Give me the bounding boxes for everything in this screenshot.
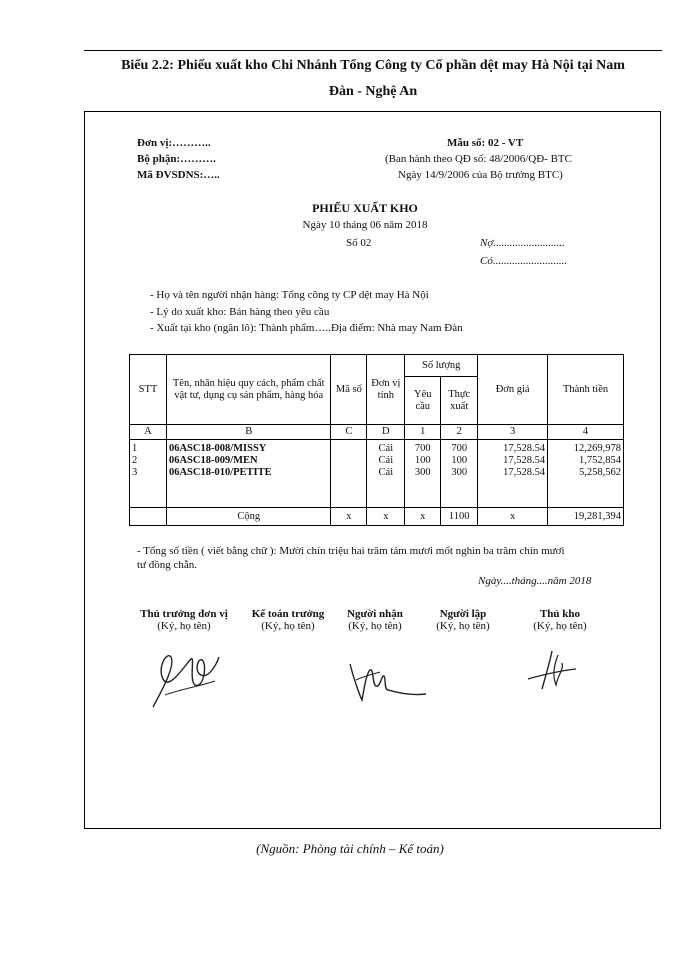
- total-requested: x: [405, 508, 441, 526]
- total-row: [130, 508, 624, 526]
- ban-hanh: (Ban hành theo QĐ số: 48/2006/QĐ- BTC: [385, 153, 572, 165]
- recipient-line: - Họ và tên người nhận hàng: Tổng công ty CP dệt may Hà Nội: [150, 289, 429, 301]
- heading-line-2: Đàn - Nghệ An: [328, 84, 418, 99]
- row-requested: 300: [414, 467, 431, 478]
- total-label: Cộng: [166, 508, 331, 526]
- signature-block-director: [129, 608, 239, 632]
- row-price: 17,528.54: [503, 455, 546, 466]
- handwritten-signature-director: [145, 645, 225, 715]
- ma-so-column: [331, 440, 367, 508]
- code-cell: 1: [405, 425, 441, 440]
- total-stt: [130, 508, 167, 526]
- handwritten-signature-receiver: [340, 650, 430, 710]
- signature-note: (Ký, họ tên): [436, 620, 490, 632]
- row-stt: 2: [132, 455, 138, 466]
- actual-column: [441, 440, 478, 508]
- row-unit: Cái: [378, 455, 394, 466]
- heading-rule: [84, 50, 662, 51]
- header-name: Tên, nhãn hiệu quy cách, phẩm chất vật tư, dụng cụ sản phẩm, hàng hóa: [166, 355, 331, 425]
- form-date: Ngày 10 tháng 06 năm 2018: [302, 219, 428, 231]
- signature-role: Người lập: [439, 608, 487, 620]
- header-actual: Thực xuất: [441, 377, 478, 425]
- signature-role: Thủ trưởng đơn vị: [140, 608, 228, 620]
- code-cell: 3: [478, 425, 548, 440]
- header-price: Đơn giá: [478, 355, 548, 425]
- form-number: Số 02: [346, 237, 372, 249]
- mau-so: Mẫu số: 02 - VT: [447, 137, 524, 149]
- header-amount: Thành tiền: [548, 355, 624, 425]
- bo-phan: Bộ phận:……….: [137, 153, 216, 165]
- table-body-row: [130, 440, 624, 508]
- requested-column: [405, 440, 441, 508]
- heading-line-1: Biểu 2.2: Phiếu xuất kho Chi Nhánh Tổng Công ty Cổ phần dệt may Hà Nội tại Nam: [121, 58, 625, 73]
- name-column: [166, 440, 331, 508]
- row-amount: 12,269,978: [573, 443, 621, 454]
- header-quantity: Số lượng: [405, 355, 478, 377]
- row-price: 17,528.54: [503, 467, 546, 478]
- row-actual: 700: [451, 443, 468, 454]
- total-actual: 1100: [441, 508, 478, 526]
- header-ma-so: Mã số: [331, 355, 367, 425]
- amount-words-line-1: - Tổng số tiền ( viết bằng chữ ): Mười chín triệu hai trăm tám mươi mốt nghìn ba trăm chín mươi: [137, 545, 565, 557]
- code-cell: C: [331, 425, 367, 440]
- signature-note: (Ký, họ tên): [261, 620, 315, 632]
- header-stt: STT: [130, 355, 167, 425]
- total-price: x: [478, 508, 548, 526]
- credit-account: Có...........................: [480, 255, 568, 267]
- figure-heading: [60, 53, 686, 105]
- row-price: 17,528.54: [503, 443, 546, 454]
- amount-words-line-2: tư đồng chẵn.: [137, 559, 198, 571]
- signature-role: Người nhận: [347, 608, 403, 620]
- row-actual: 100: [451, 455, 468, 466]
- row-name: 06ASC18-009/MEN: [168, 455, 258, 466]
- don-vi: Đơn vị:………..: [137, 137, 211, 149]
- price-column: [478, 440, 548, 508]
- row-requested: 100: [414, 455, 431, 466]
- row-stt: 3: [132, 467, 138, 478]
- row-actual: 300: [451, 467, 468, 478]
- code-cell: 4: [548, 425, 624, 440]
- signature-note: (Ký, họ tên): [533, 620, 587, 632]
- signature-role: Thủ kho: [539, 608, 581, 620]
- code-cell: D: [367, 425, 405, 440]
- ngay-ban-hanh: Ngày 14/9/2006 của Bộ trưởng BTC): [398, 169, 563, 181]
- code-cell: 2: [441, 425, 478, 440]
- debit-account: Nợ..........................: [480, 237, 565, 249]
- unit-column: [367, 440, 405, 508]
- row-stt: 1: [132, 443, 138, 454]
- row-unit: Cái: [378, 467, 394, 478]
- code-cell: B: [166, 425, 331, 440]
- row-name: 06ASC18-008/MISSY: [168, 443, 267, 454]
- total-d: x: [367, 508, 405, 526]
- warehouse-line: - Xuất tại kho (ngăn lô): Thành phẩm…..Địa điểm: Nhà may Nam Đàn: [150, 322, 463, 334]
- signature-block-storekeeper: [505, 608, 615, 632]
- sign-date: Ngày....tháng....năm 2018: [478, 575, 592, 587]
- header-requested: Yêu cầu: [405, 377, 441, 425]
- source-caption: (Nguồn: Phòng tài chính – Kế toán): [256, 841, 444, 856]
- amount-column: [548, 440, 624, 508]
- ma-dvsdns: Mã ĐVSDNS:…..: [137, 169, 220, 181]
- row-amount: 1,752,854: [579, 455, 621, 466]
- handwritten-signature-storekeeper: [522, 645, 582, 695]
- form-title: PHIẾU XUẤT KHO: [312, 201, 418, 215]
- total-amount: 19,281,394: [548, 508, 624, 526]
- total-c: x: [331, 508, 367, 526]
- row-unit: Cái: [378, 443, 394, 454]
- signature-role: Kế toán trưởng: [251, 608, 325, 620]
- row-amount: 5,258,562: [579, 467, 621, 478]
- stt-column: [130, 440, 167, 508]
- signature-note: (Ký, họ tên): [157, 620, 211, 632]
- reason-line: - Lý do xuất kho: Bán hàng theo yêu cầu: [150, 306, 330, 318]
- signature-block-preparer: [408, 608, 518, 632]
- header-unit: Đơn vị tính: [367, 355, 405, 425]
- row-name: 06ASC18-010/PETITE: [168, 467, 272, 478]
- row-requested: 700: [414, 443, 431, 454]
- goods-table: [129, 354, 624, 526]
- code-cell: A: [130, 425, 167, 440]
- signature-note: (Ký, họ tên): [348, 620, 402, 632]
